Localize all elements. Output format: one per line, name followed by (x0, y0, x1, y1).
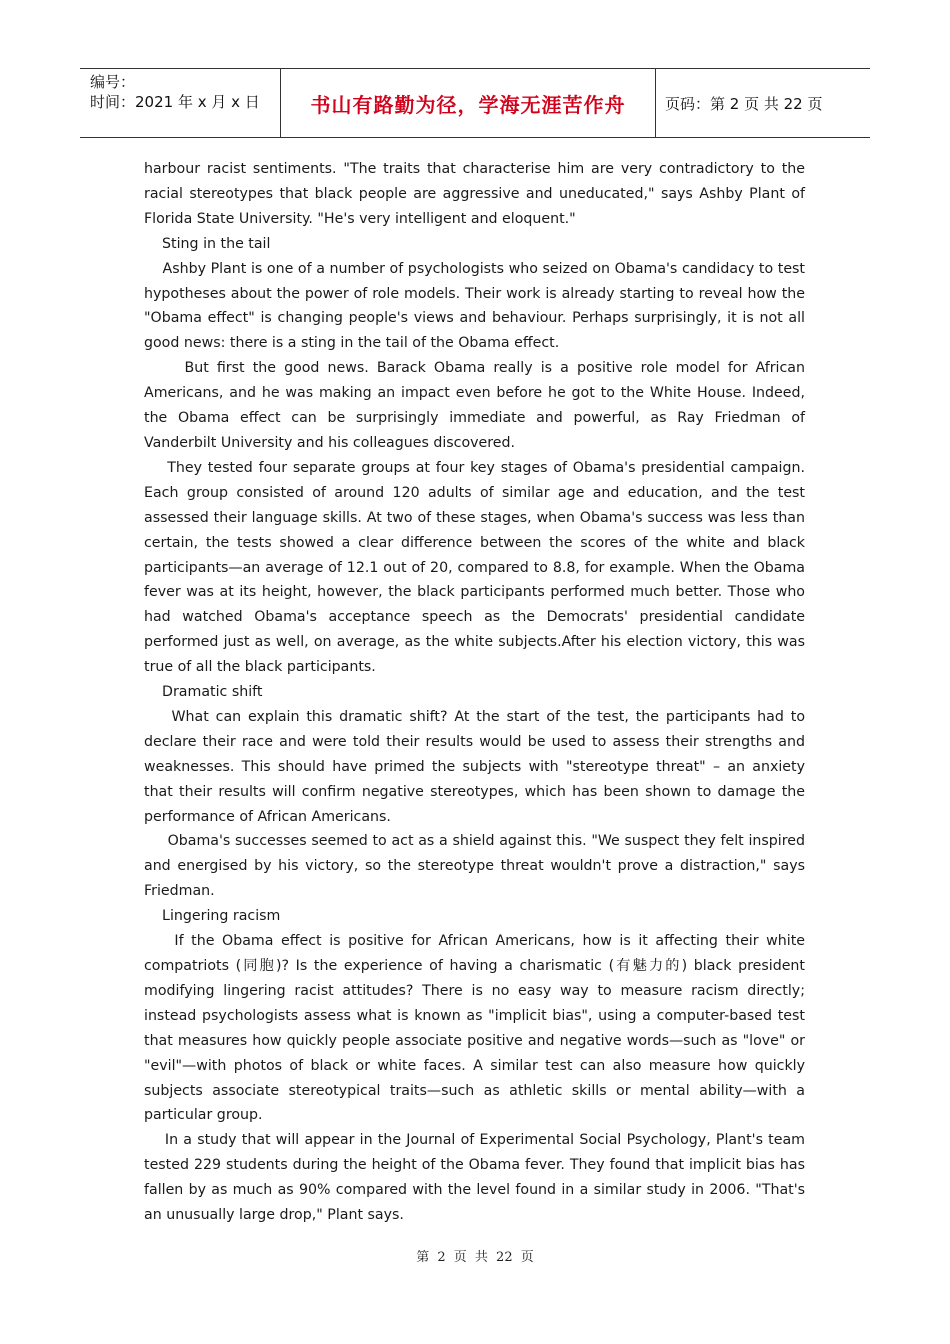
paragraph: They tested four separate groups at four key stages of Obama's presidential campaign. Each group consisted of around 120 adults of similar age and education, and the test assessed their language skills. At two of these stages, when Obama's success was less than certain, the tests showed a clear difference between the scores of the white and black participants—an average of 12.1 out of 20, compared to 8.8, for example. When the Obama fever was at its height, however, the black participants performed much better. Those who had watched Obama's acceptance speech as the Democrats' presidential candidate performed just as well, on average, as the white subjects.After his election victory, this was true of all the black participants. (144, 459, 810, 676)
paragraph: Ashby Plant is one of a number of psychologists who seized on Obama's candidacy to test hypotheses about the power of role models. Their work is already starting to reveal how the "Obama effect" is changing people's views and behaviour. Perhaps surprisingly, it is not all good news: there is a sting in the tail of the Obama effect. (144, 260, 810, 352)
section-heading-sting-in-the-tail: Sting in the tail (144, 235, 271, 252)
header-page-number: 页码：第 2 页 共 22 页 (665, 94, 823, 113)
paragraph: Obama's successes seemed to act as a shield against this. "We suspect they felt inspired and energised by his victory, so the stereotype threat wouldn't prove a distraction," says Friedman. (144, 833, 810, 900)
paragraph: But first the good news. Barack Obama really is a positive role model for African Americans, and he was making an impact even before he got to the White House. Indeed, the Obama effect can be surprisingly immediate and powerful, as Ray Friedman of Vanderbilt University and his colleagues discovered. (144, 360, 810, 451)
date-label: 时间：2021 年 x 月 x 日 (90, 93, 260, 111)
serial-number-label: 编号： (90, 73, 136, 91)
header-page-cell (655, 69, 870, 137)
section-heading-lingering-racism: Lingering racism (144, 908, 281, 925)
paragraph: What can explain this dramatic shift? At the start of the test, the participants had to declare their race and were told their results would be used to assess their strengths and weaknesses. This should have primed the subjects with "stereotype threat" – an anxiety that their results will confirm negative stereotypes, which has been shown to damage the performance of African Americans. (144, 708, 810, 825)
paragraph: In a study that will appear in the Journal of Experimental Social Psychology, Plant's team tested 229 students during the height of the Obama fever. They found that implicit bias has fallen by as much as 90% compared with the level found in a similar study in 2006. "That's an unusually large drop," Plant says. (144, 1132, 810, 1224)
page-footer: 第 2 页 共 22 页 (416, 1250, 534, 1265)
header-motto: 书山有路勤为径，学海无涯苦作舟 (310, 92, 626, 117)
header-meta-cell (80, 69, 280, 137)
section-heading-dramatic-shift: Dramatic shift (144, 684, 263, 701)
article-body (144, 157, 810, 1228)
paragraph: If the Obama effect is positive for African Americans, how is it affecting their white compatriots (同胞)? Is the experience of having a charismatic (有魅力的) black president modifying lingering racist attitudes? There is no easy way to measure racism directly; instead psychologists assess what is known as "implicit bias", using a computer-based test that measures how quickly people associate positive and negative words—such as "love" or "evil"—with photos of black or white faces. A similar test can also measure how quickly subjects associate stereotypical traits—such as athletic skills or mental ability—with a particular group. (144, 933, 810, 1124)
paragraph: harbour racist sentiments. "The traits that characterise him are very contradictory to the racial stereotypes that black people are aggressive and uneducated," says Ashby Plant of Florida State University. "He's very intelligent and eloquent." (144, 161, 810, 227)
header-motto-cell (280, 69, 656, 137)
page-header (80, 68, 870, 138)
